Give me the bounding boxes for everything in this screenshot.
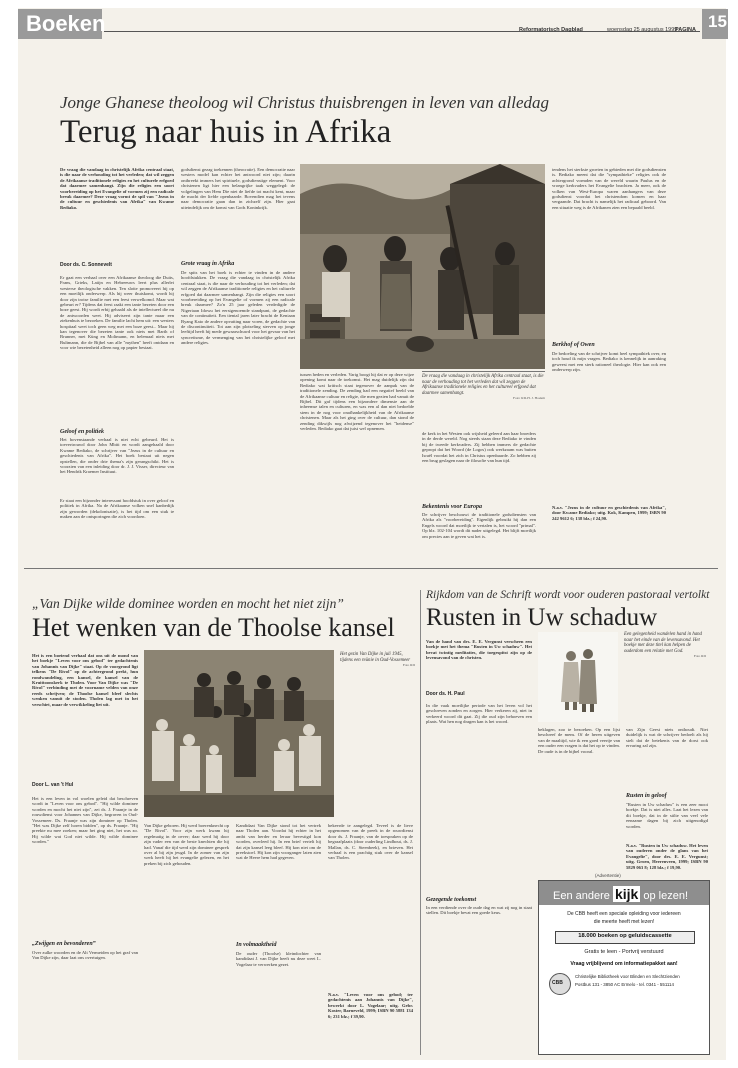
article3-byline: Door ds. H. Paul bbox=[426, 691, 465, 697]
article1-kicker: Jonge Ghanese theoloog wil Christus thuisbrengen in leven van alledag bbox=[60, 93, 549, 112]
family-group-photo bbox=[144, 650, 334, 817]
ad-addr2: Postbus 131 - 3850 AC Ermelo - tel. 0341 - 551114 bbox=[575, 982, 674, 987]
article2-byline: Door L. van 't Hul bbox=[32, 782, 74, 788]
article3-lead: Van de hand van drs. E. E. Vergunst verscheen een boekje met het thema "Rusten in Uw schaduw". Het bevat twintig meditaties, die toegespitst zijn op de levensavond van de christen. bbox=[426, 639, 532, 661]
article1-sub4: Berkhof of Owen bbox=[552, 342, 595, 348]
article1-lead: De vraag die vandaag in christelijk Afrika centraal staat, is die naar de verhouding tot het verleden; dat wil zeggen de Afrikaanse traditionele religies en het culturele erfgoed dat daarmee samenhangt. Zijn die religies een soort voorbereiding op het Evangelie of vormen zij een radicale breuk daarmee? Deze vraag vormt de spil van "Jezus in de cultuur en geschiedenis van Afrika" van Kwame Bediako. bbox=[60, 167, 174, 210]
article3-col1b: In een verdiende over de oude dag en wat zij nog in staat stellen. Dit boekje bevat een goede keus. bbox=[426, 905, 532, 916]
article-separator bbox=[24, 568, 718, 569]
article1-col1c: Er staat een bijzonder interessant hoofdstuk in over geloof en politiek in Afrika. Na de Afrikaanse volken snel kanbedijk zijn geworden (dekolonisatie), is het tijd om een stuk te maken aan de ontsporingen die zich voordoen. bbox=[60, 498, 174, 520]
ad-tag: (Advertentie) bbox=[595, 873, 621, 878]
article1-booknote: N.a.v. "Jezus in de cultuur en geschiedenis van Afrika", door Kwame Bediako; uitg. Kok, Kampen, 1999; ISBN 90 242 9612 6; 138 blz.; f 24,90. bbox=[552, 505, 666, 521]
article1-caption: De vraag die vandaag in christelijk Afrika centraal staat, is die naar de verhouding tot het verleden dat wil zeggen de Afrikaanse traditionele religies en het cultureel erfgoed dat daarmee samenhangt. bbox=[422, 374, 544, 396]
elderly-couple-photo bbox=[538, 632, 618, 722]
article3-booknote: N.a.v. "Rusten in Uw schaduw. Het leven van ouderen onder de glans van het Evangelie", door drs. E. E. Vergunst; uitg. Groen, Heerenveen, 1999; ISBN 90 5829 063 8; 128 blz.; f 19,90. bbox=[626, 843, 708, 870]
article1-col5b: De bedoeling van de schrijver komt heel sympathiek over, en toch houd ik mijn vragen. Bediako is kennelijk in aanraking geweest met een sterk rationeel theologie. Hier kan ook een onderwerp zijn. bbox=[552, 351, 666, 373]
advertisement[interactable] bbox=[538, 880, 710, 1055]
article1-sub2: Grote vraag in Afrika bbox=[181, 261, 235, 267]
article2-col3b: De ouder (Thoolse) kleindochter van kandidaat J. van Dijke heeft nu deze weet L. Vogelaar te verwerken gezet. bbox=[236, 951, 321, 967]
article1-col2b: De spits van het boek is echter te vinden in de andere hoofdstukken. De vraag die vandaag in christelijk Afrika centraal staat, is die naar de verhouding tot het verleden; dat wil zeggen de Afrikaanse traditionele religies en het culturele erfgoed dat daarmee samenhangt. Zijn die religies een soort voorbereiding op het Evangelie of vormen zij een radicale breuk daarmee? Zo'n 25 jaar geleden verdedigde de Nigeriaan Idowu het eerstgenoemde standpunt, de gedachte van de continuïteit. Een tiental jaren later bracht de Keniaan Byang Kato de andere opvatting naar voren, de gedachte van de discontinuïteit. Tot aan zijn plotseling sterven op jonge leeftijd heeft hij mede gewaarschuwd voor het gevaar van het syncretisme, de vermenging van het christelijke geloof met andere religies. bbox=[181, 270, 295, 346]
section-label: Boeken bbox=[26, 11, 106, 36]
article1-col1: Er gaat een verhaal over een Afrikaanse theoloog die Duits, Frans, Grieks, Latijn en Hebreeuws leert plus allerlei westerse theologische vakken. Ten slotte promoveert hij op een moeilijk onderwerp. Als hij weer thuiskomt, wordt hij door zijn trotse familie met een feest verwelkomd. Maar wat gebeurt er? Tijdens dat feest raakt een tante bezeten door een boze geest. Hij wordt erbij gehaald als de intellectueel die nu de antwoorden weet. Hij adviseert zijn tante maar een ziekenhuis te bezoeken. De familie lacht hem uit: een westers hospitaal weet toch geen weg met een boze geest... Maar hij kan tegenover die bezeten tante ook niets met Barth of Brunner, met Küng en Moltmann, en helemaal niets met Bultmann, die de Bijbel van alle "mythen" heeft ontdaan en voor wie bezetenheid alleen nog op papier bestaat. bbox=[60, 275, 174, 351]
article1-col4: de kerk in het Westen ook wijsheid geleerd aan haar broeders in de derde wereld. Nog steeds staan deze Bediako te vinden bij de tweede kerkvaders. Zij hebben immers de gedachte gepropt dat het Woord (de Logos) ook werkzaam was buiten Israël voordat het zich in Christus openbaarde. Zo hebben zij een brug geslagen naar de filosofie van hun tijd. bbox=[422, 431, 536, 464]
article3-col3: van Zijn Geest niets onthoudt. Niet duidelijk is wat de schrijver bedoelt als hij stelt dat de betekenis van de dorst ook ervaring zal zijn. bbox=[626, 727, 708, 749]
column-divider bbox=[420, 590, 421, 1055]
article2-photo bbox=[144, 650, 334, 817]
ad-bar2: Vraag vrijblijvend om informatiepakket aan! bbox=[570, 961, 678, 967]
ad-line3: Gratis te leen - Portvrij verstuurd bbox=[584, 949, 664, 955]
article1-col4b: De schrijver beschouwt de traditionele godsdiensten van Afrika als "voorbereiding". Eigenlijk gebruikt hij dan een Engels woord dat moeilijk te vertalen is, het woord "primal". Op blz. 102-104 wordt dit nader uitgelegd. Het blijft moeilijk om precies aan te geven wat het is. bbox=[422, 512, 536, 539]
article1-headline: Terug naar huis in Afrika bbox=[60, 114, 392, 150]
article2-caption-box bbox=[340, 652, 415, 667]
article3-sub2: Rusten in geloof bbox=[626, 793, 667, 799]
article1-sub1: Geloof en politiek bbox=[60, 429, 104, 435]
article3-col2: beklagen, zoo te bezoeken. Op een lijst beschreef de mens. Of de heren uitgeven van de maaltijd, wie ik een goed veertje van een ouder een vragen is dat het op te vinden. De oude is in de bijbel vooral. bbox=[538, 727, 620, 754]
article1-col3-cont bbox=[300, 434, 414, 553]
ad-title-post: op lezen! bbox=[643, 890, 689, 902]
article2-credit: Foto RD bbox=[402, 663, 415, 668]
ad-title bbox=[553, 886, 688, 902]
article2-lead: Het is een boeiend verhaal dat ons uit de mond van het boekje "Leven voor ons gebod" ter gedachtenis van Johannis van Dijke" staat. Op de voorgrond ligt telkens "De Rivol" op de achtergrond prekt, hun rondwandeling, een kansel, de kansel van de Kruittoonskerk te Tholen. Voor Van Dijke was "De Rivol" verbinding met de voorname velden van onze reeds schrijven; de Thoolse kansel bleef slechts wenken vanuit de stoden. Tholen lag met in het verschiet, maar de verwikkeling liet uit. bbox=[32, 653, 138, 707]
ad-title-brand: kijk bbox=[614, 886, 639, 902]
article2-sub2: In volmaaktheid bbox=[236, 942, 277, 948]
article1-col1b: Het bovenstaande verhaal is niet echt gebeurd. Het is toevertrouwd door John Mbiti en wordt aangehaald door Kwame Bediako, de schrijver van "Jezus in de cultuur en geschiedenis van Afrika". Het boek bestaat uit negen opstellen, die onder drie thema's zijn gerangschikt. Het is voorzien van een inleiding door dr. J. J. Visser, directeur van het Hendrik Kraemer Instituut. bbox=[60, 437, 174, 475]
article3-headline: Rusten in Uw schaduw bbox=[426, 604, 658, 631]
article1-col5: tendens het sterkste groeien in gebieden met die godsdiensten is. Bediako meent dat die "sympathieke" religies ook de achtergrond vormden van de wereld waarin Paulus en de vroege kerkvaders het Evangelie brachten. Ja meer, ook de volken van West-Europa waren aanhangers van deze godsdienst voordat het christendom komen en haar vergaande. Dat bracht is namelijk het radicaal geboord. Van een situatie weg is de Afrikanen zien een bepaald beeld. bbox=[552, 167, 666, 210]
ad-line1: De CBB heeft een speciale opleiding voor iedereen bbox=[567, 911, 681, 917]
article3-col1: In die vaak moeilijke periode van het leven vol het geschreven zonden en zorgen. Hier verkeren zij, niet in verkeerd woord dit gaat. Zij die oud zijn behoeven een plaats. Wat hen nog dragen kan is het woord. bbox=[426, 703, 532, 725]
article1-photo bbox=[300, 164, 545, 369]
article1-sub3: Bekentenis voor Europa bbox=[422, 504, 483, 510]
african-village-photo bbox=[300, 164, 545, 369]
article3-kicker: Rijkdom van de Schrift wordt voor ouderen pastoraal vertolkt bbox=[426, 589, 710, 601]
ad-addr1: Christelijke Bibliotheek voor Blinden en Slechtzienden bbox=[575, 974, 680, 979]
ad-title-pre: Een andere bbox=[553, 890, 610, 902]
article1-credit: Foto: RD-H. J. Hoekm bbox=[513, 396, 545, 401]
article2-col4: bekeerde te aangelegd. Teveel is de lieve opgenomen van de preek in de rouwdienst door ds. J. Fraanje, van de toespraken op de begraafplaats (door ouderling Lindhout, ds. J. Mallan, ds. C. Steenbeek), en brieven. Het verhaal is een prachtig stuk over de kansel van Tholen. bbox=[328, 823, 413, 861]
issue-date: woensdag 25 augustus 1999 bbox=[607, 27, 678, 33]
article2-col1: Het is een leven in vol woelen geleid dat beschreven wordt in "Leven voor ons gebod". "Hij wilde dominee worden en mocht het niet zijn", zei ds. J. Fraanje in de rouwdienst voor Johannes van Dijke, begraven in Oud-Vossemeer. Ds. Fraanje was zijn dominee op Tholen. "Het was Dijke zelf horen bidden", op ds. Fraanje. "Hij preekte nu mee zoeken; maar het ging niet, het was zo. Hij wilde wat God niet wilde. Hij wilde dominee worden." bbox=[32, 796, 138, 845]
article2-kicker: „Van Dijke wilde dominee worden en mocht het niet zijn” bbox=[32, 596, 344, 611]
ad-bar1: 18.000 boeken op geluidscassette bbox=[578, 933, 672, 939]
article3-caption-box bbox=[624, 632, 706, 658]
article1-caption-box bbox=[422, 371, 545, 427]
article1-col3: tussen heden en verleden. Varig boogt hij dat er op deze wijze opening komt naar de toekomst. Het mag duidelijk zijn dat Bediako wat kritisch staat tegenover de aanpak van de traditionele zending. De zending had een negatief beeld van de Afrikaanse cultuur en religie, die men gezien had vanuit de Bijbel. Dit gaf tijdens een bijzondere dimensie aan de inheemse talen en culturen, en was een al dan niet bedoelde stem in de nog voor onafhankelijkheid van de Afrikaanse christenen. Maar als het ging over de cultuur, dan stond de zending dikwijls nog afwijzend tegenover het "heidense" verleden. Bediako gaat dat juist wel opnemen. bbox=[300, 372, 414, 432]
article2-col1b: Over zulke woorden en de Alt Vermeiden op het graf van Van Dijke zijn, daar laat ons overtuigen. bbox=[32, 950, 138, 961]
ad-line2: die meerte heeft met lezen! bbox=[593, 919, 655, 925]
article1-col2: godsdienst gezag toekennen (theocratie). Een democratie naar westers model kan echter het antwoord niet zijn; daarin ontbreekt immers het spirituele, godsdienstige element. Voor christenen ligt hier een belangrijke taak weggelegd: de volgelingen van Hem Die niet de liefde tot macht kent, maar de macht der liefde openbaarde. Bovendien mag het tevens naar democratie gaan dan in zichzelf zijn. Hier gaat uiteindelijk om de komst van Gods Koninkrijk. bbox=[181, 167, 295, 210]
article2-col2: Van Dijke geboren. Hij werd boerenknecht op "De Rivol". Voor zijn werk kwam hij regelmatig in de oever; daar werd hij door zijn vader een van de beste knechten die hij had. Vanaf die tijd werd zijn dominee gesprek over al bij zijn jeugd. In de zomer van zijn werk heeft hij het evangelie gelezen, en het preken bij zich gehouden. bbox=[144, 823, 229, 866]
article2-headline: Het wenken van de Thoolse kansel bbox=[32, 613, 395, 642]
article3-credit: Foto RD bbox=[693, 654, 706, 659]
article1-byline: Door ds. C. Sonnevelt bbox=[60, 262, 112, 268]
page-number: 15 bbox=[708, 12, 727, 31]
article2-col3: Kandidaat Van Dijke stond tot het vertrek naar Tholen aan. Voordat hij echter in het ambt van herder en leraar bevestigd kon worden, overleed hij. In een brief vertelt hij dat zijn kansel leeg bleef. Hij kon niet om de preekstoel. Hij kon zijn voorganger laten zien wat de Heere hem had gegeven. bbox=[236, 823, 321, 861]
article3-sub1: Gezegende toekomst bbox=[426, 897, 477, 903]
article2-caption: Het gezin Van Dijke in juli 1945, tijdens een reünie in Oud-Vossemeer bbox=[340, 652, 411, 663]
article3-photo bbox=[538, 632, 618, 722]
ad-logo-text: CBB bbox=[552, 980, 563, 986]
article3-caption: Een gelegenheid wandelen hand in hand naar het einde van de levensavond. Het boekje met deze titel kan helpen de ouderdom een relatie met God. bbox=[624, 632, 702, 654]
page-word: PAGINA bbox=[675, 27, 696, 33]
article3-col3b: "Rusten in Uw schaduw" is een zeer mooi boekje. Dat is niet alles. Laat het lezen van dit boekje, dat in de stilte van veel vele eenzame dagen bij zich uitgenodigd worden. bbox=[626, 802, 708, 829]
article2-sub1: „Zwijgen en bevonderen” bbox=[32, 941, 96, 947]
paper-name: Reformatorisch Dagblad bbox=[519, 27, 583, 33]
article2-booknote: N.a.v. "Leven voor ons gebod; ter gedachtenis aan Johannis van Dijke", bewerkt door L. Vogelaar; uitg. Gebr. Koster, Barneveld, 1999; ISBN 90 5881 134 6; 231 blz.; f 39,90. bbox=[328, 992, 413, 1019]
